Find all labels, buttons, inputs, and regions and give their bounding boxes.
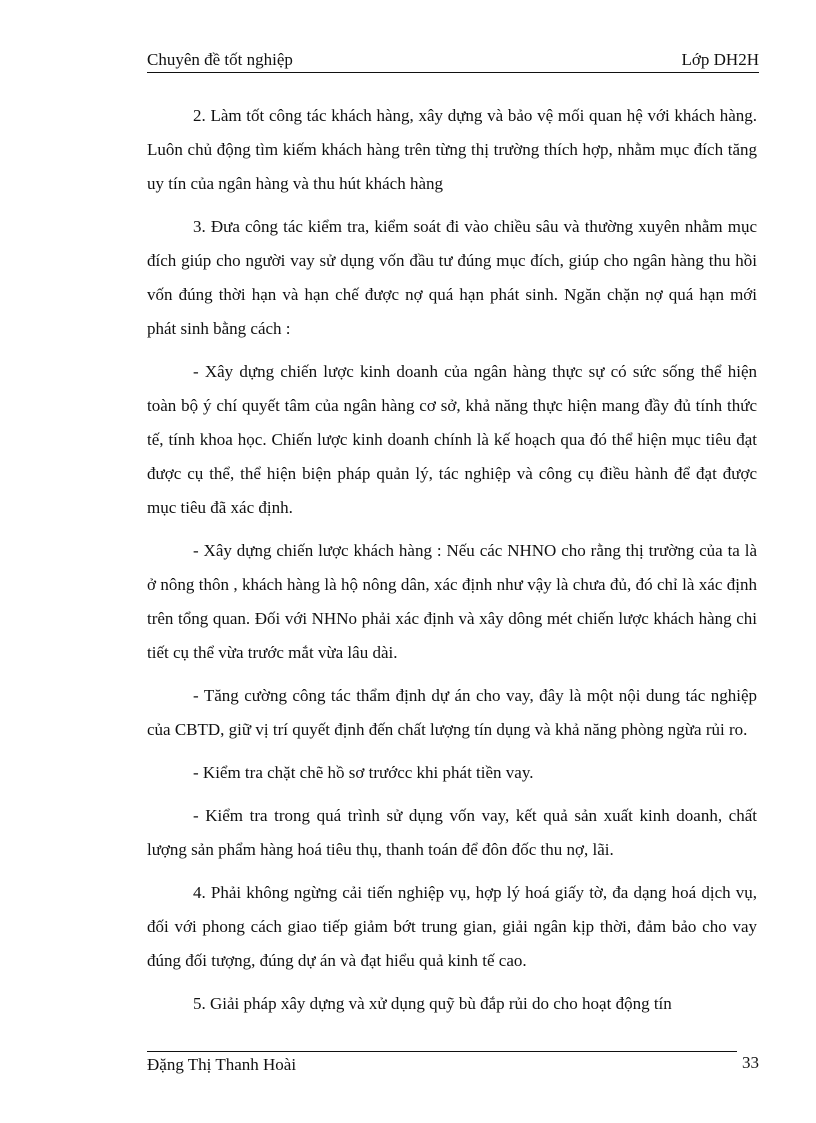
document-body [147, 99, 757, 1030]
header-course-title: Chuyên đề tốt nghiệp [147, 50, 293, 69]
page-footer [147, 1051, 759, 1091]
paragraph-project-appraisal: - Tăng cường công tác thẩm định dự án cho vay, đây là một nội dung tác nghiệp của CBTD, giữ vị trí quyết định đến chất lượng tín dụng và khả năng phòng ngừa rủi ro. [147, 686, 757, 739]
footer-divider [147, 1051, 737, 1052]
paragraph-item-4: 4. Phải không ngừng cải tiến nghiệp vụ, hợp lý hoá giấy tờ, đa dạng hoá dịch vụ, đối với phong cách giao tiếp giảm bớt trung gian, giải ngân kịp thời, đảm bảo cho vay đúng đối tượng, đúng dự án và đạt hiểu quả kinh tế cao. [147, 883, 757, 970]
paragraph-item-2: 2. Làm tốt công tác khách hàng, xây dựng và bảo vệ mối quan hệ với khách hàng. Luôn chủ động tìm kiếm khách hàng trên từng thị trường thích hợp, nhằm mục đích tăng uy tín của ngân hàng và thu hút khách hàng [147, 106, 757, 193]
paragraph-item-5: 5. Giải pháp xây dựng và xử dụng quỹ bù đắp rủi do cho hoạt động tín [193, 994, 672, 1013]
paragraph-item-3: 3. Đưa công tác kiểm tra, kiểm soát đi vào chiều sâu và thường xuyên nhằm mục đích giúp cho người vay sử dụng vốn đầu tư đúng mục đích, giúp cho ngân hàng thu hồi vốn đúng thời hạn và hạn chế được nợ quá hạn phát sinh. Ngăn chặn nợ quá hạn mới phát sinh bằng cách : [147, 217, 757, 338]
paragraph-customer-strategy: - Xây dựng chiến lược khách hàng : Nếu các NHNO cho rằng thị trường của ta là ở nông thôn , khách hàng là hộ nông dân, xác định như vậy là chưa đủ, đó chỉ là xác định trên tổng quan. Đối với NHNo phải xác định và xây dông mét chiến lược khách hàng chi tiết cụ thể vừa trước mắt vừa lâu dài. [147, 541, 757, 662]
page-number: 33 [742, 1053, 759, 1072]
paragraph-business-strategy: - Xây dựng chiến lược kinh doanh của ngân hàng thực sự có sức sống thể hiện toàn bộ ý chí quyết tâm của ngân hàng cơ sở, khả năng thực hiện mang đầy đủ tính thức tế, tính khoa học. Chiến lược kinh doanh chính là kế hoạch qua đó thể hiện mục tiêu đạt được cụ thể, thể hiện biện pháp quản lý, tác nghiệp và công cụ điều hành để đạt được mục tiêu đã xác định. [147, 362, 757, 517]
page-header [147, 48, 759, 73]
footer-author: Đặng Thị Thanh Hoài [147, 1055, 297, 1074]
paragraph-dossier-check: - Kiểm tra chặt chẽ hồ sơ trướcc khi phát tiền vay. [193, 763, 534, 782]
header-class-label: Lớp DH2H [681, 50, 759, 69]
paragraph-loan-usage-check: - Kiểm tra trong quá trình sử dụng vốn vay, kết quả sản xuất kinh doanh, chất lượng sản phẩm hàng hoá tiêu thụ, thanh toán để đôn đốc thu nợ, lãi. [147, 806, 757, 859]
